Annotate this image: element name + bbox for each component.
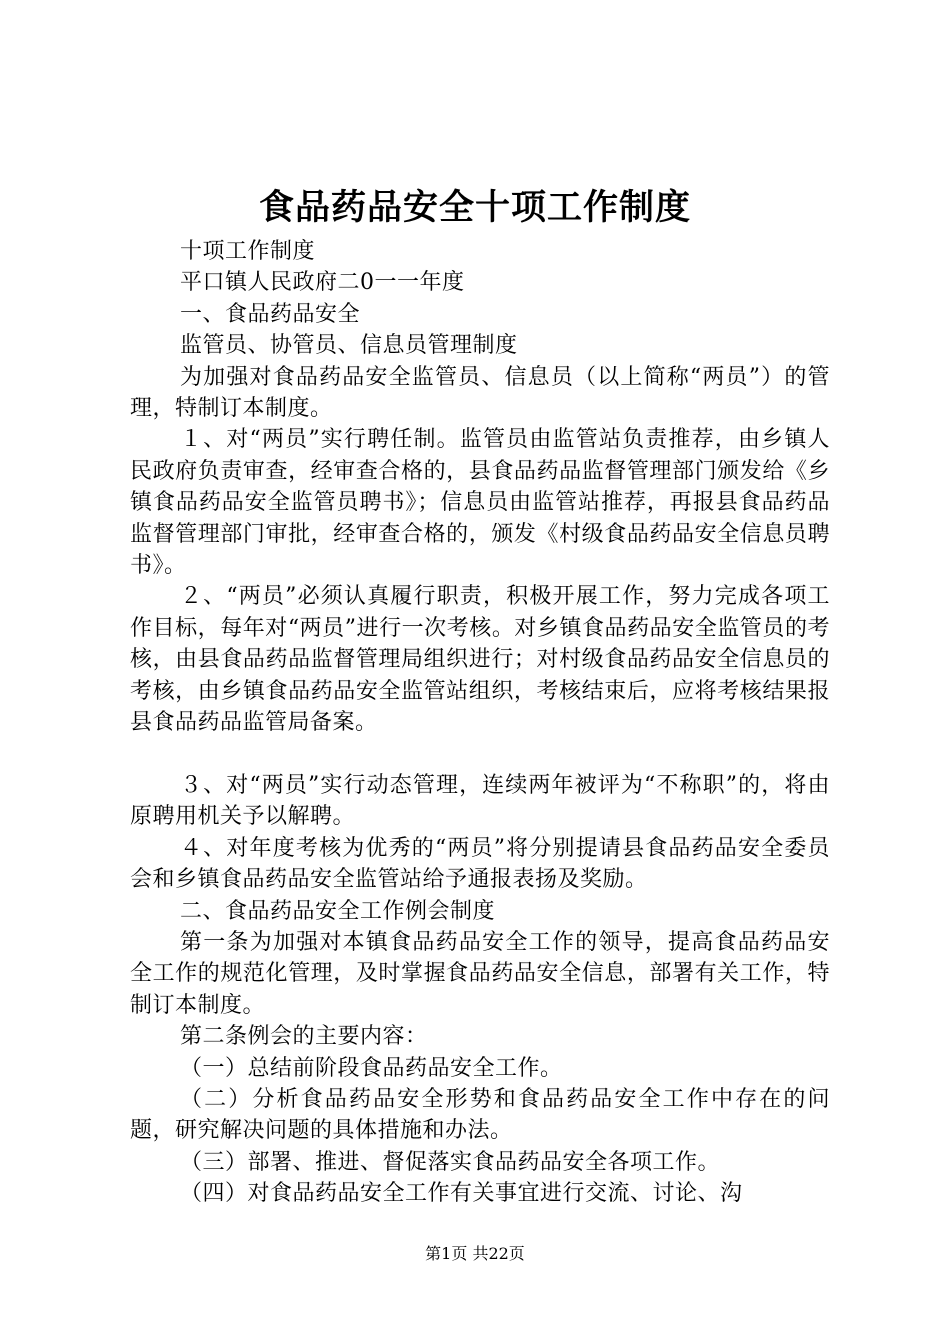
paragraph: （二）分析食品药品安全形势和食品药品安全工作中存在的问题，研究解决问题的具体措施和办法。: [130, 1086, 830, 1144]
page-number: 第1页 共22页: [425, 1244, 525, 1263]
paragraph: ２、“两员”必须认真履行职责，积极开展工作，努力完成各项工作目标，每年对“两员”进行一次考核。对乡镇食品药品安全监管员的考核，由县食品药品监督管理局组织进行；对村级食品药品安全信息员的考核，由乡镇食品药品安全监管站组织，考核结束后，应将考核结果报县食品药品监管局备案。: [130, 584, 830, 736]
paragraph: 监管员、协管员、信息员管理制度: [180, 333, 518, 359]
paragraph: （四）对食品药品安全工作有关事宜进行交流、讨论、沟: [180, 1181, 743, 1207]
paragraph: ４、对年度考核为优秀的“两员”将分别提请县食品药品安全委员会和乡镇食品药品安全监管站给予通报表扬及奖励。: [130, 835, 830, 893]
paragraph: 第二条例会的主要内容：: [180, 1024, 428, 1050]
document-body: [130, 236, 830, 1210]
paragraph: １、对“两员”实行聘任制。监管员由监管站负责推荐，由乡镇人民政府负责审查，经审查合格的，县食品药品监督管理部门颁发给《乡镇食品药品安全监管员聘书》；信息员由监管站推荐，再报县食品药品监督管理部门审批，经审查合格的，颁发《村级食品药品安全信息员聘书》。: [130, 427, 830, 579]
paragraph: 十项工作制度: [180, 239, 316, 264]
paragraph: （三）部署、推进、督促落实食品药品安全各项工作。: [180, 1149, 721, 1175]
paragraph: 为加强对食品药品安全监管员、信息员（以上简称“两员”）的管理，特制订本制度。: [130, 364, 830, 422]
paragraph: 二、食品药品安全工作例会制度: [180, 898, 496, 924]
paragraph: （一）总结前阶段食品药品安全工作。: [180, 1055, 563, 1081]
page-title: 食品药品安全十项工作制度: [258, 187, 691, 228]
paragraph: 平口镇人民政府二0一一年度: [180, 270, 465, 296]
paragraph: 第一条为加强对本镇食品药品安全工作的领导，提高食品药品安全工作的规范化管理，及时掌握食品药品安全信息，部署有关工作，特制订本制度。: [130, 929, 830, 1018]
paragraph: ３、对“两员”实行动态管理，连续两年被评为“不称职”的，将由原聘用机关予以解聘。: [130, 772, 830, 830]
paragraph: 一、食品药品安全: [180, 301, 361, 327]
